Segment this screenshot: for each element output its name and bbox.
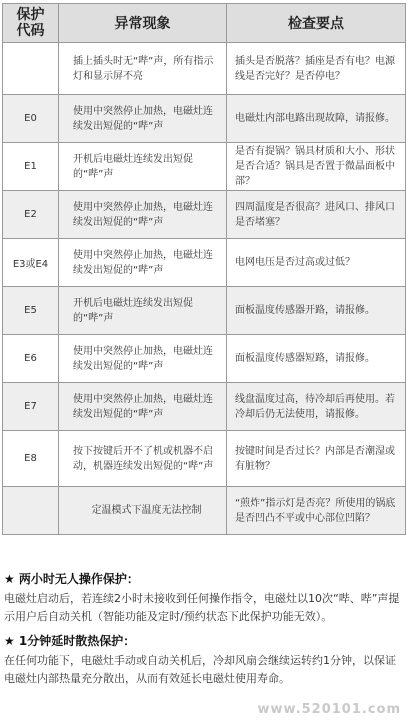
row-check: 插头是否脱落？插座是否有电？电源线是否完好？是否停电？ [227,43,406,95]
row-code: E3或E4 [3,239,59,287]
row-code [3,487,59,535]
row-phenomenon: 使用中突然停止加热，电磁灶连续发出短促的“哔”声 [59,383,227,431]
row-phenomenon: 定温模式下温度无法控制 [59,487,227,535]
row-check: 按键时间是否过长？内部是否潮湿或有脏物？ [227,431,406,487]
row-check: 电网电压是否过高或过低？ [227,239,406,287]
table-body [3,43,406,535]
table-row [3,43,406,95]
row-code: E0 [3,95,59,143]
row-phenomenon: 使用中突然停止加热，电磁灶连续发出短促的“哔”声 [59,95,227,143]
row-check: “煎炸”指示灯是否亮？所使用的锅底是否凹凸不平或中心部位凹陷？ [227,487,406,535]
note-body-one-minute: 在任何功能下，电磁灶手动或自动关机后，冷却风扇会继续运转约1分钟，以保证电磁灶内部热量充分散出，从而有效延长电磁灶使用寿命。 [4,654,396,685]
row-code [3,43,59,95]
row-check: 面板温度传感器开路，请报修。 [227,287,406,335]
row-check: 四周温度是否很高？进风口、排风口是否堵塞？ [227,191,406,239]
header-code [3,4,59,43]
row-check: 线盘温度过高，待冷却后再使用。若冷却后仍无法使用，请报修。 [227,383,406,431]
note-title-two-hour: ★ 两小时无人操作保护： [4,572,139,586]
row-code: E2 [3,191,59,239]
notes-section [4,570,404,694]
table-row [3,143,406,191]
row-check: 电磁灶内部电路出现故障，请报修。 [227,95,406,143]
note-body-two-hour: 电磁灶启动后，若连续2小时未接收到任何操作指令，电磁灶以10次“哔、哔”声提示用户后自动关机（智能功能及定时/预约状态下此保护功能无效）。 [4,592,400,623]
row-phenomenon: 开机后电磁灶连续发出短促的“哔”声 [59,143,227,191]
header-phenomenon: 异常现象 [59,4,227,43]
row-phenomenon: 使用中突然停止加热，电磁灶连续发出短促的“哔”声 [59,239,227,287]
row-phenomenon: 使用中突然停止加热，电磁灶连续发出短促的“哔”声 [59,335,227,383]
table-row [3,239,406,287]
site-watermark: www.520101.com [257,702,401,717]
row-code: E8 [3,431,59,487]
header-code-line2: 代码 [16,23,45,39]
table-row [3,191,406,239]
table-row [3,95,406,143]
table-row [3,335,406,383]
row-code: E5 [3,287,59,335]
table-row [3,383,406,431]
row-phenomenon: 开机后电磁灶连续发出短促的“哔”声 [59,287,227,335]
table-row [3,287,406,335]
row-check: 是否有提锅？锅具材质和大小、形状是否合适？锅具是否置于微晶面板中部？ [227,143,406,191]
table-row [3,487,406,535]
table-header-row [3,4,406,43]
row-code: E6 [3,335,59,383]
error-code-table [2,3,406,535]
row-code: E7 [3,383,59,431]
row-phenomenon: 按下按键后开不了机或机器不启动，机器连续发出短促的“哔”声 [59,431,227,487]
row-check: 面板温度传感器短路，请报修。 [227,335,406,383]
row-phenomenon: 插上插头时无“哔”声，所有指示灯和显示屏不亮 [59,43,227,95]
header-check: 检查要点 [227,4,406,43]
row-phenomenon: 使用中突然停止加热，电磁灶连续发出短促的“哔”声 [59,191,227,239]
row-code: E1 [3,143,59,191]
note-title-one-minute: ★ 1分钟延时散热保护： [4,634,136,648]
table-row [3,431,406,487]
header-code-line1: 保护 [16,7,45,23]
